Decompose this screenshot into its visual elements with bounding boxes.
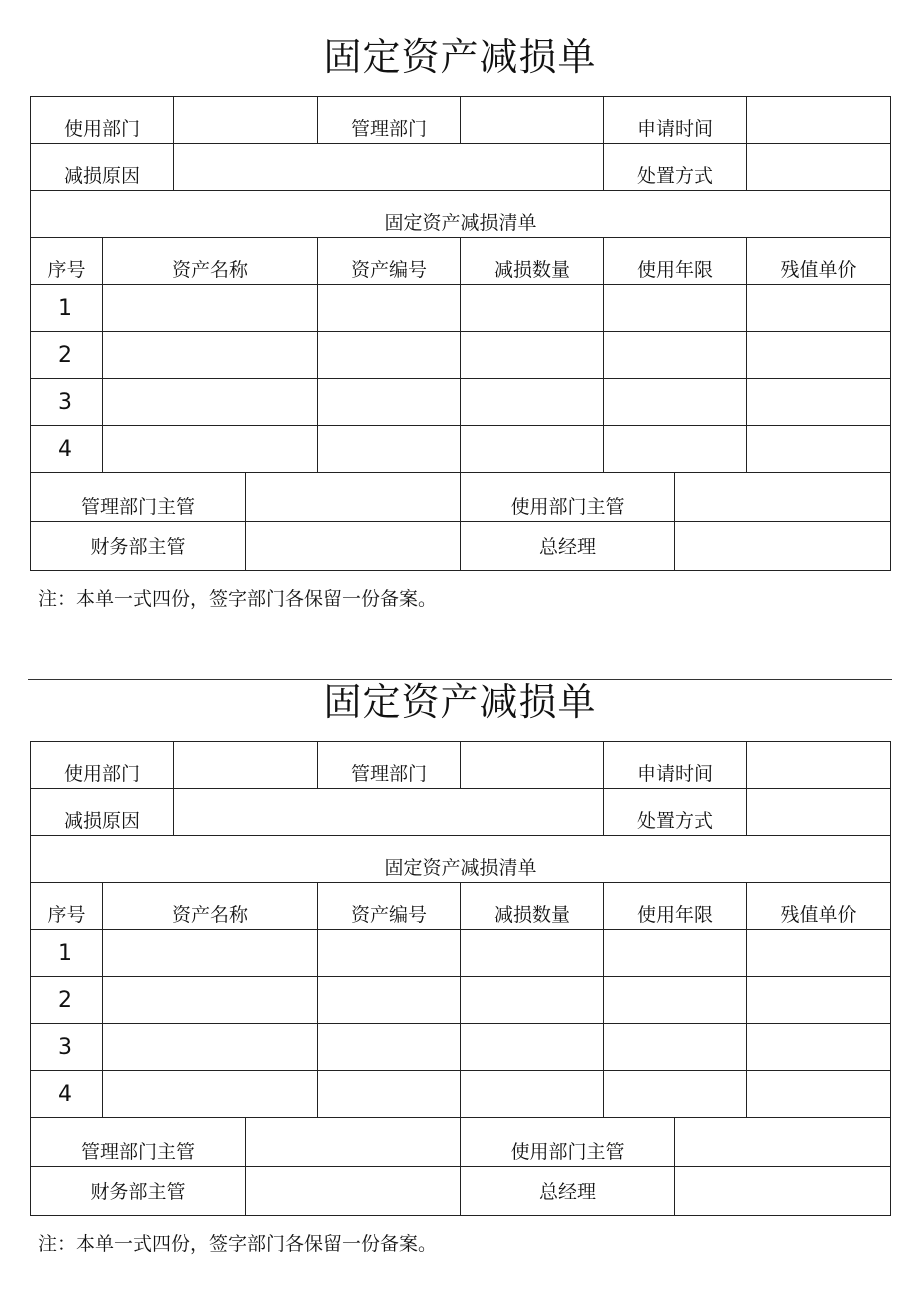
use-dept-field[interactable] [174, 97, 318, 144]
gm-label: 总经理 [461, 522, 675, 571]
row-number: 1 [31, 285, 103, 332]
service-years-cell[interactable] [604, 1024, 747, 1071]
header-row-1 [31, 97, 891, 144]
asset-id-cell[interactable] [318, 426, 461, 473]
residual-price-cell[interactable] [747, 426, 891, 473]
list-title: 固定资产减损清单 [31, 191, 891, 238]
signature-row-1 [31, 1118, 891, 1167]
service-years-cell[interactable] [604, 977, 747, 1024]
reduction-table [30, 741, 891, 1216]
quantity-cell[interactable] [461, 1071, 604, 1118]
row-number: 1 [31, 930, 103, 977]
col-header-index: 序号 [31, 883, 103, 930]
asset-name-cell[interactable] [103, 1024, 318, 1071]
table-row [31, 285, 891, 332]
mgmt-head-signature[interactable] [246, 1118, 461, 1167]
form-title: 固定资产减损单 [323, 680, 597, 724]
residual-price-cell[interactable] [747, 332, 891, 379]
disposal-field[interactable] [747, 144, 891, 191]
list-title-row [31, 191, 891, 238]
col-header-residual-price: 残值单价 [747, 238, 891, 285]
residual-price-cell[interactable] [747, 1071, 891, 1118]
gm-signature[interactable] [675, 1167, 891, 1216]
reason-label: 减损原因 [31, 144, 174, 191]
asset-id-cell[interactable] [318, 930, 461, 977]
residual-price-cell[interactable] [747, 379, 891, 426]
form-note: 注：本单一式四份，签字部门各保留一份备案。 [38, 588, 438, 610]
table-row [31, 1024, 891, 1071]
asset-name-cell[interactable] [103, 1071, 318, 1118]
asset-id-cell[interactable] [318, 977, 461, 1024]
asset-name-cell[interactable] [103, 977, 318, 1024]
residual-price-cell[interactable] [747, 285, 891, 332]
asset-name-cell[interactable] [103, 426, 318, 473]
asset-name-cell[interactable] [103, 332, 318, 379]
asset-id-cell[interactable] [318, 285, 461, 332]
asset-id-cell[interactable] [318, 332, 461, 379]
service-years-cell[interactable] [604, 930, 747, 977]
residual-price-cell[interactable] [747, 930, 891, 977]
signature-row-1 [31, 473, 891, 522]
mgmt-head-label: 管理部门主管 [31, 1118, 246, 1167]
quantity-cell[interactable] [461, 332, 604, 379]
use-head-signature[interactable] [675, 1118, 891, 1167]
col-header-quantity: 减损数量 [461, 883, 604, 930]
table-row [31, 379, 891, 426]
disposal-label: 处置方式 [604, 144, 747, 191]
col-header-service-years: 使用年限 [604, 883, 747, 930]
list-title-row [31, 836, 891, 883]
asset-id-cell[interactable] [318, 1071, 461, 1118]
row-number: 3 [31, 1024, 103, 1071]
form-note: 注：本单一式四份，签字部门各保留一份备案。 [38, 1233, 438, 1255]
table-row [31, 426, 891, 473]
form-title: 固定资产减损单 [323, 35, 597, 79]
use-head-label: 使用部门主管 [461, 473, 675, 522]
residual-price-cell[interactable] [747, 977, 891, 1024]
service-years-cell[interactable] [604, 1071, 747, 1118]
gm-label: 总经理 [461, 1167, 675, 1216]
col-header-asset-name: 资产名称 [103, 238, 318, 285]
mgmt-head-signature[interactable] [246, 473, 461, 522]
col-header-asset-id: 资产编号 [318, 238, 461, 285]
service-years-cell[interactable] [604, 426, 747, 473]
service-years-cell[interactable] [604, 332, 747, 379]
column-header-row [31, 883, 891, 930]
asset-name-cell[interactable] [103, 379, 318, 426]
use-dept-field[interactable] [174, 742, 318, 789]
col-header-index: 序号 [31, 238, 103, 285]
reduction-table [30, 96, 891, 571]
use-head-label: 使用部门主管 [461, 1118, 675, 1167]
asset-name-cell[interactable] [103, 930, 318, 977]
quantity-cell[interactable] [461, 1024, 604, 1071]
mgmt-dept-field[interactable] [461, 97, 604, 144]
col-header-residual-price: 残值单价 [747, 883, 891, 930]
reason-field[interactable] [174, 789, 604, 836]
signature-row-2 [31, 522, 891, 571]
gm-signature[interactable] [675, 522, 891, 571]
asset-id-cell[interactable] [318, 1024, 461, 1071]
col-header-asset-name: 资产名称 [103, 883, 318, 930]
disposal-label: 处置方式 [604, 789, 747, 836]
apply-time-label: 申请时间 [604, 742, 747, 789]
quantity-cell[interactable] [461, 930, 604, 977]
row-number: 3 [31, 379, 103, 426]
disposal-field[interactable] [747, 789, 891, 836]
row-number: 4 [31, 1071, 103, 1118]
col-header-service-years: 使用年限 [604, 238, 747, 285]
column-header-row [31, 238, 891, 285]
reason-field[interactable] [174, 144, 604, 191]
header-row-2 [31, 789, 891, 836]
finance-head-signature[interactable] [246, 1167, 461, 1216]
row-number: 2 [31, 977, 103, 1024]
table-row [31, 930, 891, 977]
quantity-cell[interactable] [461, 426, 604, 473]
table-row [31, 332, 891, 379]
col-header-quantity: 减损数量 [461, 238, 604, 285]
finance-head-signature[interactable] [246, 522, 461, 571]
apply-time-field[interactable] [747, 97, 891, 144]
row-number: 2 [31, 332, 103, 379]
use-head-signature[interactable] [675, 473, 891, 522]
header-row-2 [31, 144, 891, 191]
list-title: 固定资产减损清单 [31, 836, 891, 883]
table-row [31, 977, 891, 1024]
signature-row-2 [31, 1167, 891, 1216]
asset-id-cell[interactable] [318, 379, 461, 426]
row-number: 4 [31, 426, 103, 473]
table-row [31, 1071, 891, 1118]
finance-head-label: 财务部主管 [31, 522, 246, 571]
use-dept-label: 使用部门 [31, 97, 174, 144]
header-row-1 [31, 742, 891, 789]
mgmt-dept-label: 管理部门 [318, 97, 461, 144]
mgmt-head-label: 管理部门主管 [31, 473, 246, 522]
quantity-cell[interactable] [461, 977, 604, 1024]
apply-time-label: 申请时间 [604, 97, 747, 144]
finance-head-label: 财务部主管 [31, 1167, 246, 1216]
residual-price-cell[interactable] [747, 1024, 891, 1071]
asset-name-cell[interactable] [103, 285, 318, 332]
reason-label: 减损原因 [31, 789, 174, 836]
mgmt-dept-field[interactable] [461, 742, 604, 789]
quantity-cell[interactable] [461, 379, 604, 426]
col-header-asset-id: 资产编号 [318, 883, 461, 930]
service-years-cell[interactable] [604, 379, 747, 426]
service-years-cell[interactable] [604, 285, 747, 332]
apply-time-field[interactable] [747, 742, 891, 789]
mgmt-dept-label: 管理部门 [318, 742, 461, 789]
use-dept-label: 使用部门 [31, 742, 174, 789]
quantity-cell[interactable] [461, 285, 604, 332]
